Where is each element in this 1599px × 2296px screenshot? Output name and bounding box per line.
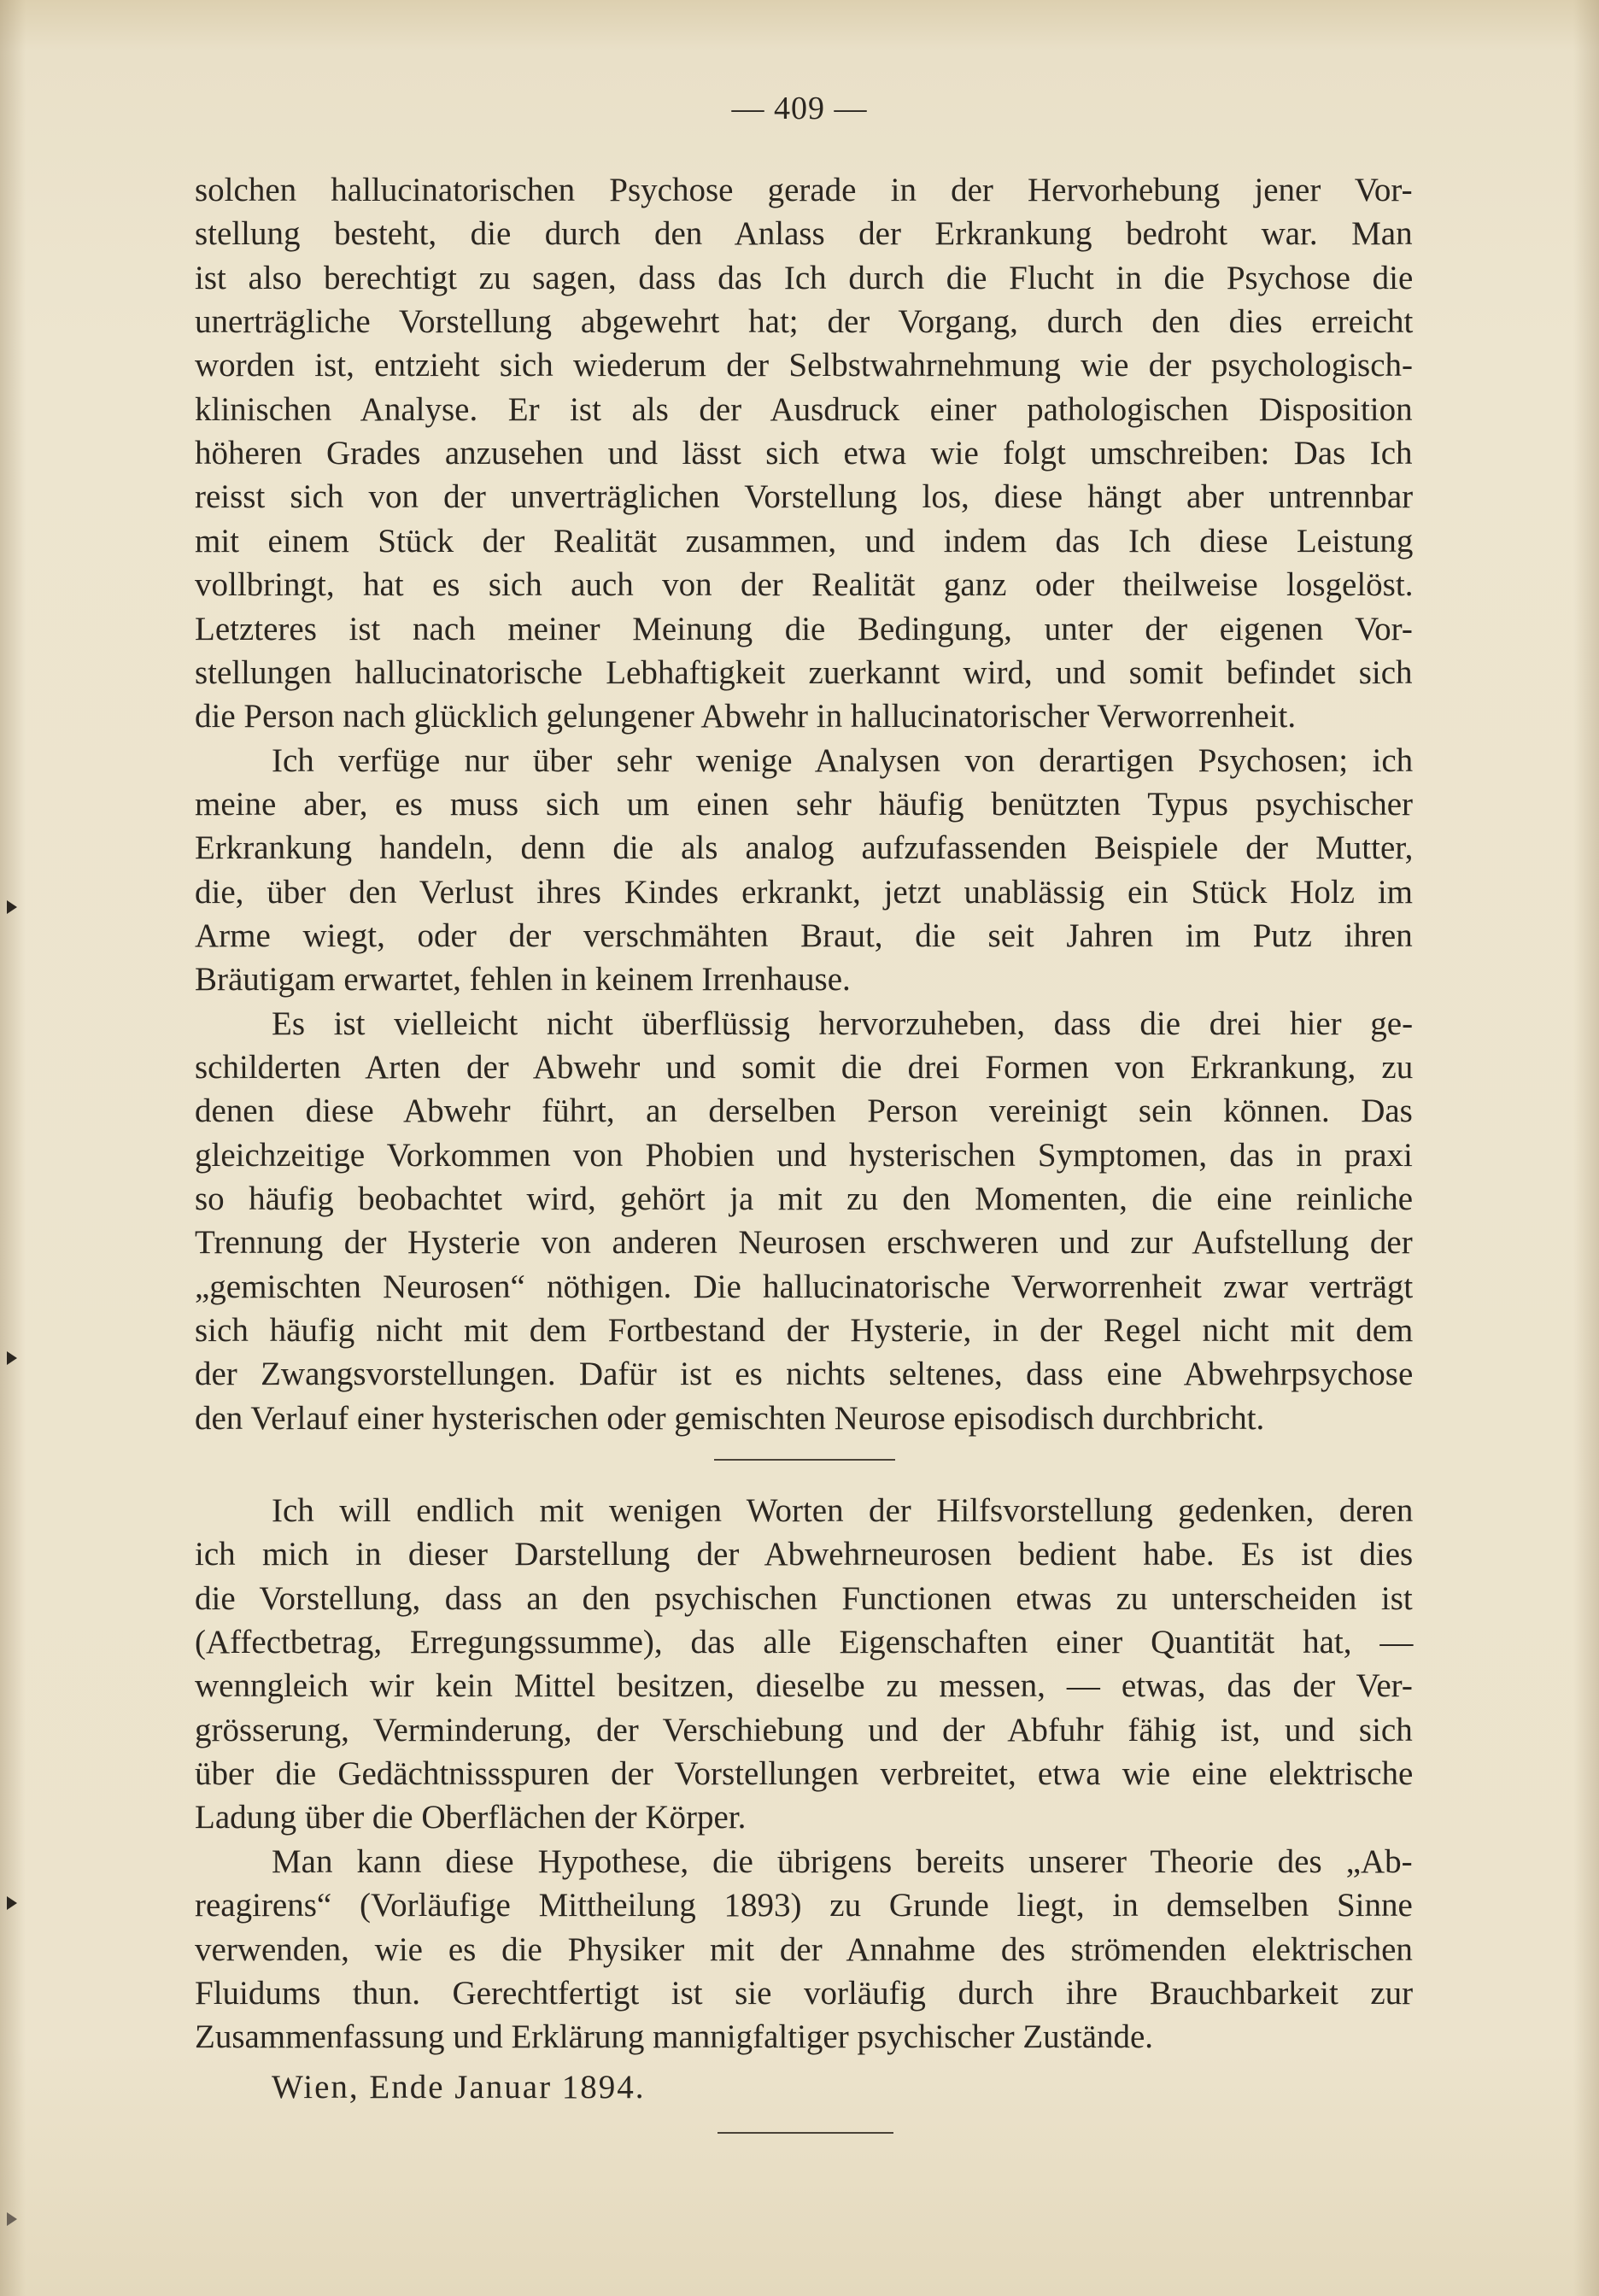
paragraph-line: reisst sich von der unverträglichen Vorstellung los, diese hängt aber untrennbar xyxy=(195,478,1414,516)
section-divider xyxy=(714,1459,895,1461)
margin-marker-icon xyxy=(7,1351,17,1365)
paragraph-line: stellung besteht, die durch den Anlass der Erkrankung bedroht war. Man xyxy=(195,215,1413,253)
paragraph-line: sich häufig nicht mit dem Fortbestand der Hysterie, in der Regel nicht mit dem xyxy=(195,1312,1414,1350)
paragraph-line: der Zwangsvorstellungen. Dafür ist es nichts seltenes, dass eine Abwehrpsychose xyxy=(195,1356,1414,1393)
paragraph-line: vollbringt, hat es sich auch von der Realität ganz oder theilweise losgelöst. xyxy=(195,566,1414,604)
paragraph-line: unerträgliche Vorstellung abgewehrt hat; der Vorgang, durch den dies erreicht xyxy=(195,303,1414,341)
paragraph-line: (Affectbetrag, Erregungssumme), das alle Eigenschaften einer Quantität hat, — xyxy=(195,1624,1414,1661)
paragraph-line: Fluidums thun. Gerechtfertigt ist sie vorläufig durch ihre Brauchbarkeit zur xyxy=(195,1974,1414,2012)
paragraph-line: klinischen Analyse. Er ist als der Ausdruck einer pathologischen Disposition xyxy=(195,390,1413,428)
margin-marker-icon xyxy=(7,2212,17,2226)
paragraph-first-line: Es ist vielleicht nicht überflüssig hervorzuheben, dass die drei hier ge- xyxy=(272,1004,1414,1042)
paragraph-line: schilderten Arten der Abwehr und somit die drei Formen von Erkrankung, zu xyxy=(195,1049,1414,1086)
paragraph-first-line: Man kann diese Hypothese, die übrigens bereits unserer Theorie des „Ab- xyxy=(272,1842,1413,1880)
paragraph-line: denen diese Abwehr führt, an derselben Person vereinigt sein können. Das xyxy=(195,1092,1413,1130)
paragraph-line: mit einem Stück der Realität zusammen, und indem das Ich diese Leistung xyxy=(195,522,1414,559)
paragraph-first-line: solchen hallucinatorischen Psychose gerade in der Hervorhebung jener Vor- xyxy=(195,172,1413,208)
paragraph-first-line: Ich will endlich mit wenigen Worten der Hilfsvorstellung gedenken, deren xyxy=(272,1492,1414,1529)
page-number: — 409 — xyxy=(731,91,868,126)
paragraph-line: ich mich in dieser Darstellung der Abwehrneurosen bedient habe. Es ist dies xyxy=(195,1536,1414,1573)
paragraph-line: Arme wiegt, oder der verschmähten Braut, die seit Jahren im Putz ihren xyxy=(195,917,1413,954)
paragraph-line: die Vorstellung, dass an den psychischen Functionen etwas zu unterscheiden ist xyxy=(195,1579,1413,1617)
page-edge-shadow-right xyxy=(1573,0,1599,2296)
paragraph-line: wenngleich wir kein Mittel besitzen, dieselbe zu messen, — etwas, das der Ver- xyxy=(195,1667,1413,1705)
paragraph-line: reagirens“ (Vorläufige Mittheilung 1893) zu Grunde liegt, in demselben Sinne xyxy=(195,1887,1413,1924)
paragraph-line: worden ist, entzieht sich wiederum der Selbstwahrnehmung wie der psychologisch- xyxy=(195,347,1414,384)
paragraph-line: Zusammenfassung und Erklärung mannigfaltiger psychischer Zustände. xyxy=(195,2018,1154,2056)
paragraph-line: Bräutigam erwartet, fehlen in keinem Irrenhause. xyxy=(195,961,851,999)
paragraph-line: die Person nach glücklich gelungener Abwehr in hallucinatorischer Verworrenheit. xyxy=(195,698,1297,735)
paragraph-line: Ladung über die Oberflächen der Körper. xyxy=(195,1799,747,1836)
margin-marker-icon xyxy=(7,900,17,914)
paragraph-line: gleichzeitige Vorkommen von Phobien und hysterischen Symptomen, das in praxi xyxy=(195,1136,1413,1174)
page-edge-shadow-left xyxy=(0,0,26,2296)
paragraph-line: den Verlauf einer hysterischen oder gemischten Neurose episodisch durchbricht. xyxy=(195,1399,1265,1437)
closing-date-line: Wien, Ende Januar 1894. xyxy=(272,2069,646,2106)
paragraph-line: Letzteres ist nach meiner Meinung die Bedingung, unter der eigenen Vor- xyxy=(195,610,1413,647)
paragraph-line: stellungen hallucinatorische Lebhaftigkeit zuerkannt wird, und somit befindet sich xyxy=(195,653,1413,691)
end-divider xyxy=(718,2132,893,2134)
paragraph-line: Trennung der Hysterie von anderen Neurosen erschweren und zur Aufstellung der xyxy=(195,1224,1413,1262)
paragraph-line: ist also berechtigt zu sagen, dass das Ich durch die Flucht in die Psychose die xyxy=(195,259,1414,296)
paragraph-line: die, über den Verlust ihres Kindes erkrankt, jetzt unablässig ein Stück Holz im xyxy=(195,873,1413,911)
paragraph-line: Erkrankung handeln, denn die als analog aufzufassenden Beispiele der Mutter, xyxy=(195,829,1414,867)
paragraph-line: meine aber, es muss sich um einen sehr häufig benützten Typus psychischer xyxy=(195,785,1414,823)
paragraph-line: so häufig beobachtet wird, gehört ja mit zu den Momenten, die eine reinliche xyxy=(195,1180,1414,1218)
paragraph-line: über die Gedächtnissspuren der Vorstellungen verbreitet, etwa wie eine elektrische xyxy=(195,1755,1414,1793)
paragraph-line: „gemischten Neurosen“ nöthigen. Die hallucinatorische Verworrenheit zwar verträgt xyxy=(195,1268,1414,1305)
paragraph-line: verwenden, wie es die Physiker mit der Annahme des strömenden elektrischen xyxy=(195,1930,1413,1968)
paragraph-line: grösserung, Verminderung, der Verschiebung und der Abfuhr fähig ist, und sich xyxy=(195,1711,1413,1748)
margin-marker-icon xyxy=(7,1896,17,1910)
paragraph-line: höheren Grades anzusehen und lässt sich etwa wie folgt umschreiben: Das Ich xyxy=(195,435,1413,472)
paragraph-first-line: Ich verfüge nur über sehr wenige Analysen von derartigen Psychosen; ich xyxy=(272,741,1414,779)
